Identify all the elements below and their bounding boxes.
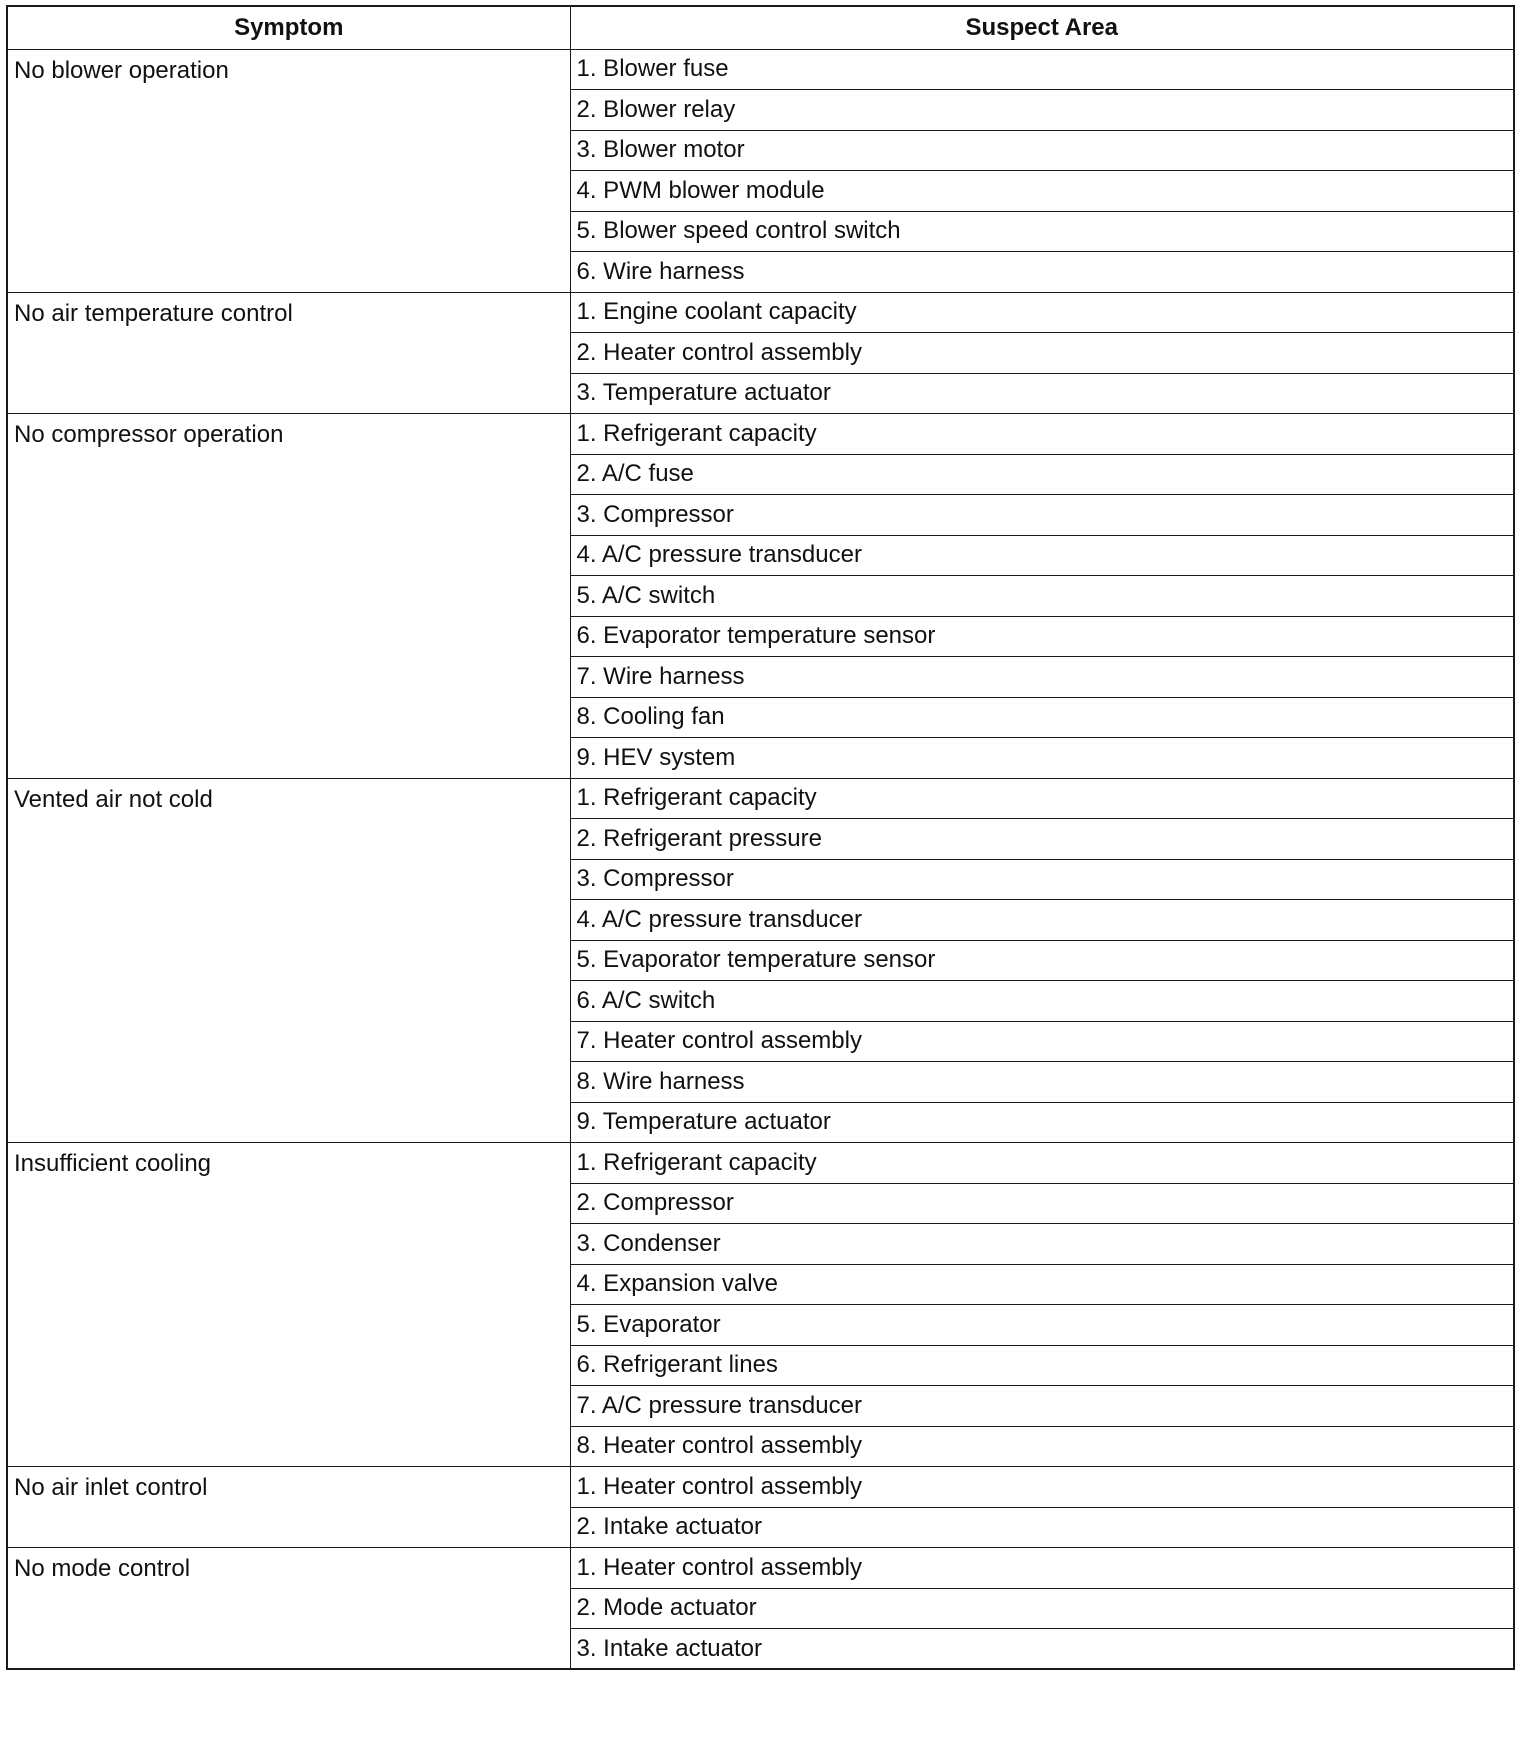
suspect-area-cell: 1. Engine coolant capacity: [570, 292, 1514, 333]
suspect-area-cell: 5. Evaporator temperature sensor: [570, 940, 1514, 981]
suspect-area-cell: 6. A/C switch: [570, 981, 1514, 1022]
symptom-cell: No compressor operation: [7, 414, 570, 779]
suspect-area-cell: 2. Refrigerant pressure: [570, 819, 1514, 860]
table-row: [7, 778, 1514, 819]
symptom-cell: No air temperature control: [7, 292, 570, 414]
suspect-area-cell: 4. PWM blower module: [570, 171, 1514, 212]
symptom-cell: Vented air not cold: [7, 778, 570, 1143]
suspect-area-cell: 5. Blower speed control switch: [570, 211, 1514, 252]
suspect-area-cell: 8. Heater control assembly: [570, 1426, 1514, 1467]
symptom-cell: Insufficient cooling: [7, 1143, 570, 1467]
suspect-area-cell: 2. Intake actuator: [570, 1507, 1514, 1548]
suspect-area-cell: 1. Refrigerant capacity: [570, 778, 1514, 819]
suspect-area-column-header: Suspect Area: [570, 6, 1514, 49]
symptom-column-header: Symptom: [7, 6, 570, 49]
table-row: [7, 414, 1514, 455]
suspect-area-cell: 2. A/C fuse: [570, 454, 1514, 495]
suspect-area-cell: 1. Refrigerant capacity: [570, 414, 1514, 455]
suspect-area-cell: 7. Heater control assembly: [570, 1021, 1514, 1062]
suspect-area-cell: 4. Expansion valve: [570, 1264, 1514, 1305]
suspect-area-cell: 1. Heater control assembly: [570, 1467, 1514, 1508]
suspect-area-cell: 1. Heater control assembly: [570, 1548, 1514, 1589]
suspect-area-cell: 3. Blower motor: [570, 130, 1514, 171]
suspect-area-cell: 2. Compressor: [570, 1183, 1514, 1224]
suspect-area-cell: 4. A/C pressure transducer: [570, 900, 1514, 941]
suspect-area-cell: 6. Evaporator temperature sensor: [570, 616, 1514, 657]
suspect-area-cell: 7. Wire harness: [570, 657, 1514, 698]
suspect-area-cell: 6. Wire harness: [570, 252, 1514, 293]
suspect-area-cell: 2. Heater control assembly: [570, 333, 1514, 374]
symptom-cell: No air inlet control: [7, 1467, 570, 1548]
suspect-area-cell: 2. Blower relay: [570, 90, 1514, 131]
suspect-area-cell: 3. Compressor: [570, 495, 1514, 536]
suspect-area-cell: 7. A/C pressure transducer: [570, 1386, 1514, 1427]
suspect-area-cell: 8. Cooling fan: [570, 697, 1514, 738]
table-row: [7, 292, 1514, 333]
table-row: [7, 1467, 1514, 1508]
suspect-area-cell: 1. Refrigerant capacity: [570, 1143, 1514, 1184]
suspect-area-cell: 5. Evaporator: [570, 1305, 1514, 1346]
table-row: [7, 1143, 1514, 1184]
suspect-area-cell: 4. A/C pressure transducer: [570, 535, 1514, 576]
suspect-area-cell: 3. Intake actuator: [570, 1629, 1514, 1670]
suspect-area-cell: 3. Condenser: [570, 1224, 1514, 1265]
table-body: [7, 49, 1514, 1669]
suspect-area-cell: 3. Temperature actuator: [570, 373, 1514, 414]
suspect-area-cell: 3. Compressor: [570, 859, 1514, 900]
table-row: [7, 49, 1514, 90]
suspect-area-cell: 2. Mode actuator: [570, 1588, 1514, 1629]
table-row: [7, 1548, 1514, 1589]
table-header: [7, 6, 1514, 49]
suspect-area-cell: 8. Wire harness: [570, 1062, 1514, 1103]
header-row: [7, 6, 1514, 49]
suspect-area-cell: 5. A/C switch: [570, 576, 1514, 617]
suspect-area-cell: 1. Blower fuse: [570, 49, 1514, 90]
suspect-area-cell: 9. HEV system: [570, 738, 1514, 779]
symptom-cell: No blower operation: [7, 49, 570, 292]
symptom-cell: No mode control: [7, 1548, 570, 1670]
suspect-area-cell: 6. Refrigerant lines: [570, 1345, 1514, 1386]
troubleshooting-table: [6, 5, 1515, 1670]
suspect-area-cell: 9. Temperature actuator: [570, 1102, 1514, 1143]
